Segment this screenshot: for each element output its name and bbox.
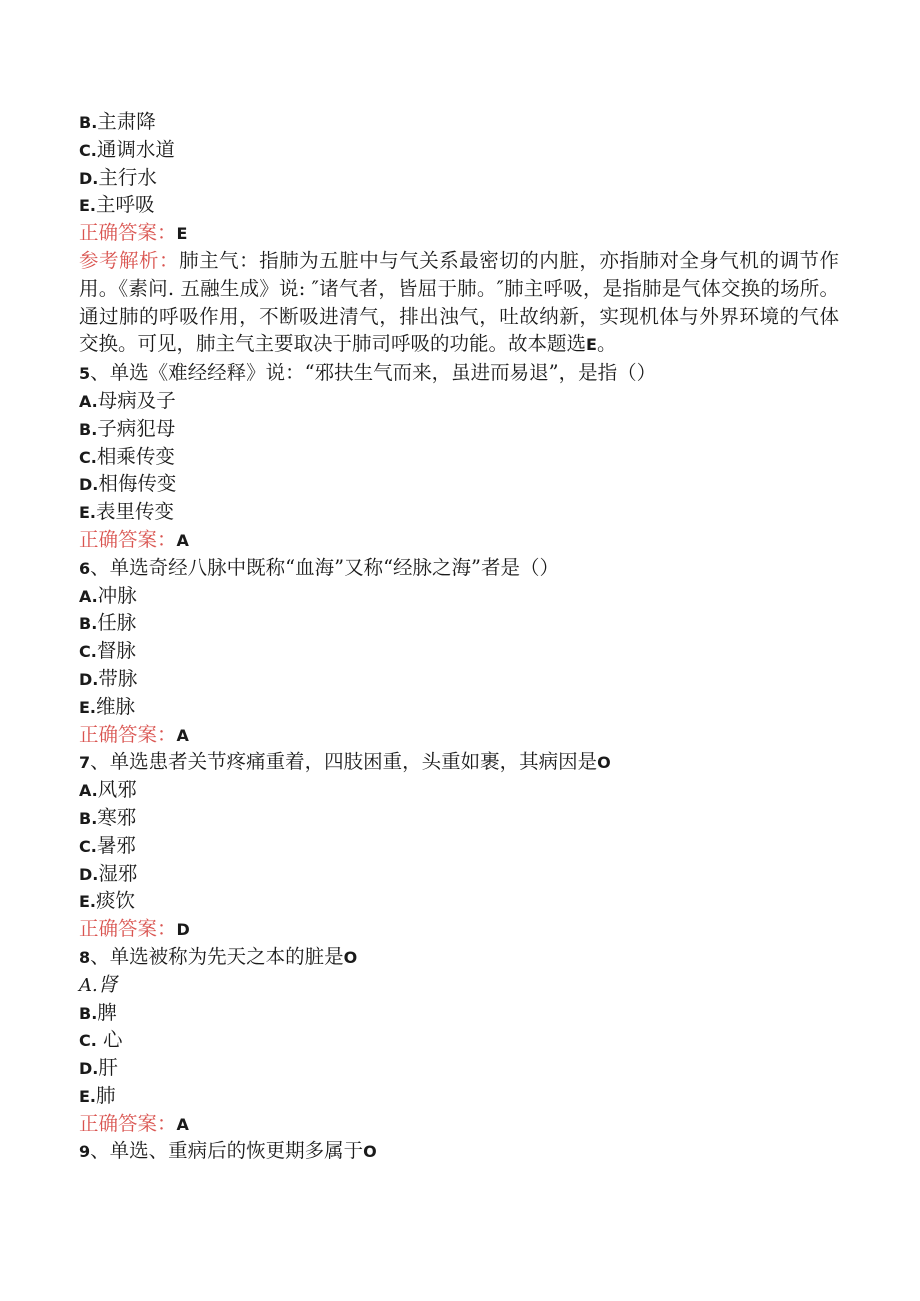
reference-analysis: 参考解析：肺主气：指肺为五脏中与气关系最密切的内脏，亦指肺对全身气机的调节作用。《素问. 五融生成》说: ″诸气者，皆屈于肺。″肺主呼吸，是指肺是气体交换的场所。通过肺的呼吸作用，不断吸进清气，排出浊气，吐故纳新，实现机体与外界环境的气体交换。可见，肺主气主要取决于肺司呼吸的功能。故本题选E。 — [79, 248, 839, 356]
correct-answer: 正确答案：E — [79, 221, 188, 245]
option-d: D.湿邪 — [79, 861, 138, 885]
option-e: E.主呼吸 — [79, 193, 155, 217]
option-d: D.相侮传变 — [79, 472, 177, 496]
option-e: E.痰饮 — [79, 889, 136, 913]
option-c: C.暑邪 — [79, 833, 136, 857]
option-e: E.维脉 — [79, 694, 136, 718]
option-e: E.肺 — [79, 1083, 116, 1107]
option-a: A.风邪 — [79, 778, 137, 802]
correct-answer: 正确答案：A — [79, 1111, 189, 1135]
option-c: C.督脉 — [79, 639, 136, 663]
document-page — [79, 108, 839, 1165]
question-stem: 9、单选、重病后的恢更期多属于O — [79, 1139, 377, 1163]
correct-answer: 正确答案：A — [79, 722, 189, 746]
question-stem: 7、单选患者关节疼痛重着，四肢困重，头重如裹，其病因是O — [79, 750, 611, 774]
option-d: D.主行水 — [79, 165, 157, 189]
option-c: C.通调水道 — [79, 137, 175, 161]
option-a: A.肾 — [79, 972, 118, 996]
option-c: C. 心 — [79, 1028, 123, 1052]
option-b: B.主肃降 — [79, 110, 156, 133]
question-stem: 6、单选奇经八脉中既称“血海”又称“经脉之海”者是（） — [79, 555, 560, 579]
option-a: A.母病及子 — [79, 388, 176, 412]
option-b: B.寒邪 — [79, 805, 137, 829]
option-b: B.子病犯母 — [79, 416, 176, 440]
option-b: B.脾 — [79, 1000, 117, 1024]
question-stem: 5、单选《难经经释》说：“邪扶生气而来，虽进而易退”，是指（） — [79, 361, 657, 385]
correct-answer: 正确答案：D — [79, 917, 190, 941]
option-a: A.冲脉 — [79, 583, 137, 607]
correct-answer: 正确答案：A — [79, 527, 189, 551]
option-d: D.肝 — [79, 1056, 118, 1080]
question-stem: 8、单选被称为先天之本的脏是O — [79, 944, 358, 968]
option-e: E.表里传变 — [79, 500, 175, 524]
option-b: B.任脉 — [79, 611, 137, 635]
option-d: D.带脉 — [79, 666, 138, 690]
option-c: C.相乘传变 — [79, 444, 175, 468]
